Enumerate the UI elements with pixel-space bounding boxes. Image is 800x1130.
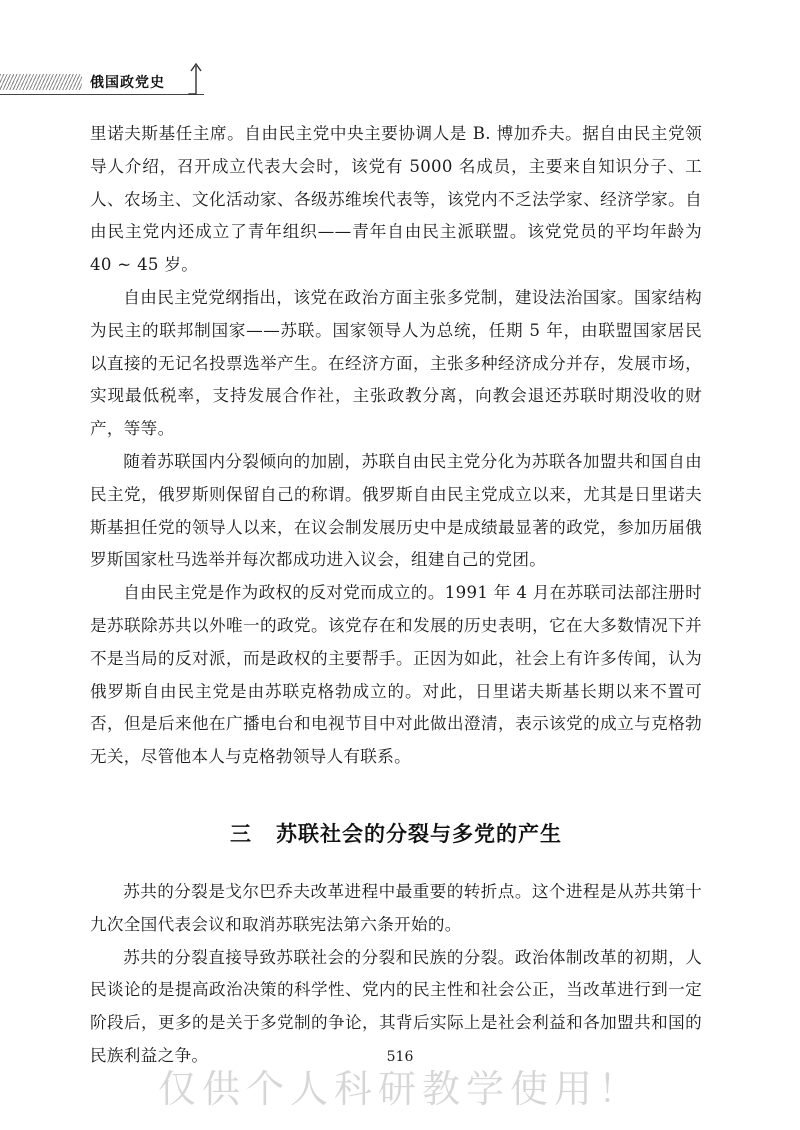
up-arrow-icon <box>185 62 207 96</box>
section-number: 三 <box>230 821 252 846</box>
page-body <box>90 118 702 1073</box>
running-header <box>0 62 230 102</box>
paragraph-3: 随着苏联国内分裂倾向的加剧，苏联自由民主党分化为苏联各加盟共和国自由民主党，俄罗斯则保留自己的称谓。俄罗斯自由民主党成立以来，尤其是日里诺夫斯基担任党的领导人以来，在议会制发展历史中是成绩最显著的政党，参加历届俄罗斯国家杜马选举并每次都成功进入议会，组建自己的党团。 <box>90 451 702 570</box>
paragraph-2: 自由民主党党纲指出，该党在政治方面主张多党制，建设法治国家。国家结构为民主的联邦制国家——苏联。国家领导人为总统，任期 5 年，由联盟国家居民以直接的无记名投票选举产生。在经济方面，主张多种经济成分并存，发展市场，实现最低税率，支持发展合作社，主张政教分离，向教会退还苏联时期没收的财产，等等。 <box>90 287 702 439</box>
paragraph-1: 里诺夫斯基任主席。自由民主党中央主要协调人是 B. 博加乔夫。据自由民主党领导人介绍，召开成立代表大会时，该党有 5000 名成员，主要来自知识分子、工人、农场主、文化活动家、各级苏维埃代表等，该党内不乏法学家、经济学家。自由民主党内还成立了青年组织——青年自由民主派联盟。该党党员的平均年龄为 40 ~ 45 岁。 <box>90 124 702 275</box>
header-hatch-decoration <box>0 74 82 90</box>
header-rule <box>0 94 204 95</box>
section-paragraph-1: 苏共的分裂是戈尔巴乔夫改革进程中最重要的转折点。这个进程是从苏共第十九次全国代表会议和取消苏联宪法第六条开始的。 <box>90 881 702 934</box>
paragraph-4: 自由民主党是作为政权的反对党而成立的。1991 年 4 月在苏联司法部注册时是苏联除苏共以外唯一的政党。该党存在和发展的历史表明，它在大多数情况下并不是当局的反对派，而是政权的主要帮手。正因为如此，社会上有许多传闻，认为俄罗斯自由民主党是由苏联克格勃成立的。对此，日里诺夫斯基长期以来不置可否，但是后来他在广播电台和电视节目中对此做出澄清，表示该党的成立与克格勃无关，尽管他本人与克格勃领导人有联系。 <box>90 583 702 767</box>
section-paragraph-2: 苏共的分裂直接导致苏联社会的分裂和民族的分裂。政治体制改革的初期，人民谈论的是提高政治决策的科学性、党内的民主性和社会公正，当改革进行到一定阶段后，更多的是关于多党制的争论，其背后实际上是社会利益和各加盟共和国的民族利益之争。 <box>90 947 702 1065</box>
section-title: 苏联社会的分裂与多党的产生 <box>276 821 562 846</box>
page-number: 516 <box>386 1049 414 1065</box>
watermark: 仅供个人科研教学使用！ <box>157 1067 642 1111</box>
section-heading <box>90 818 702 848</box>
book-title: 俄国政党史 <box>90 75 165 91</box>
